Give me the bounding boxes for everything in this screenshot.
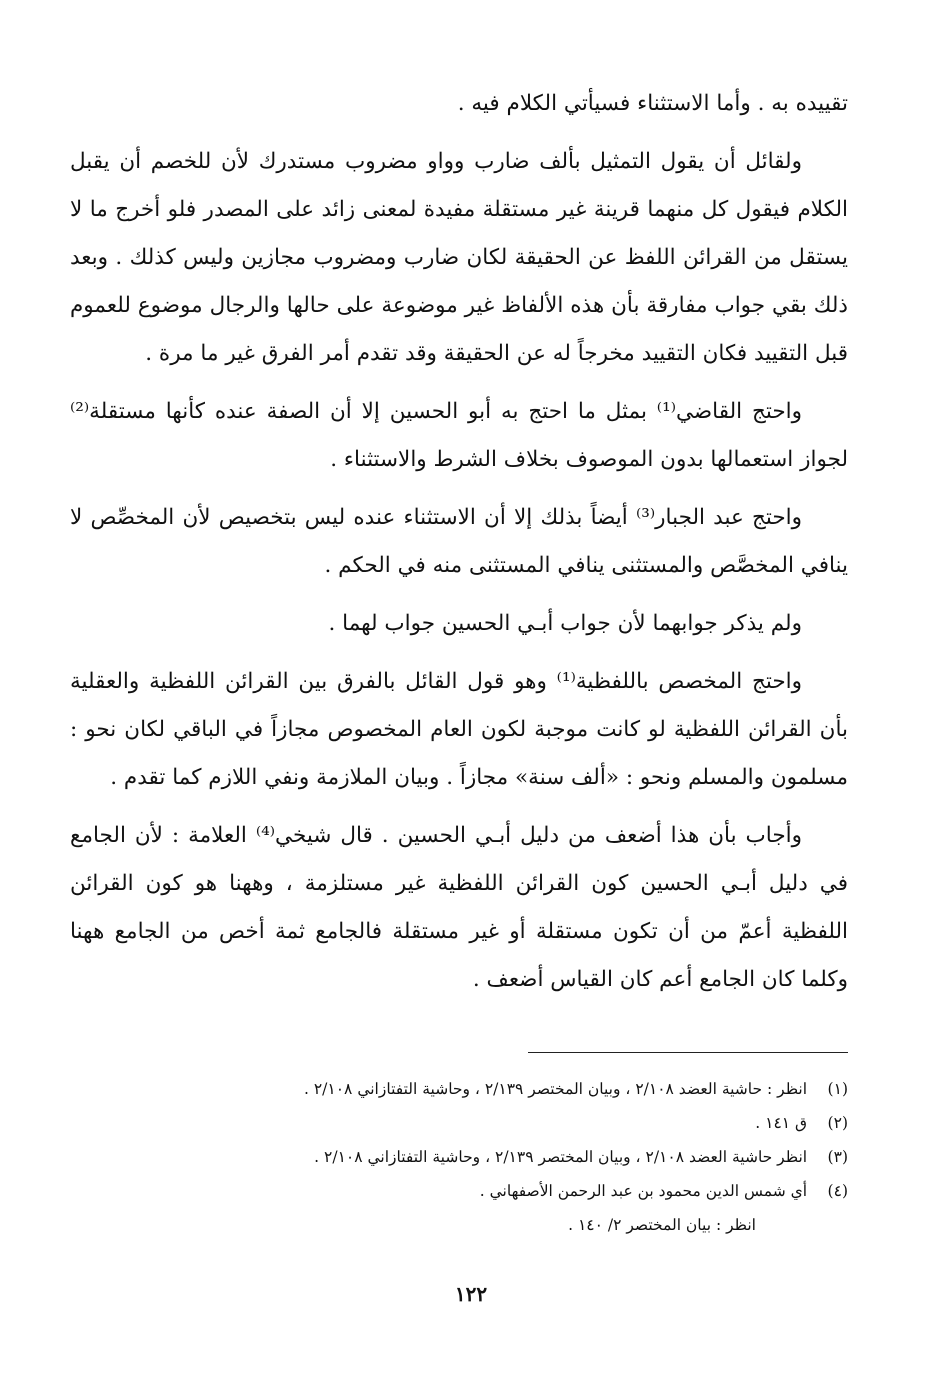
footnote-number: (٢)	[827, 1114, 848, 1132]
page-number: ١٢٢	[454, 1282, 488, 1306]
paragraph-7: وأجاب بأن هذا أضعف من دليل أبـي الحسين . قال شيخي⁽⁴⁾ العلامة : لأن الجامع في دليل أبـي الحسين كون القرائن اللفظية غير مستلزمة ، وههنا هو كون القرائن اللفظية أعمّ من أن تكون مستقلة أو غير مستقلة فالجامع ثمة أخص من الجامع ههنا وكلما كان الجامع أعم كان القياس أضعف .	[70, 823, 848, 992]
paragraph-1: تقييده به . وأما الاستثناء فسيأتي الكلام فيه .	[457, 91, 848, 116]
footnote-4-continuation: انظر : بيان المختصر ٢/ ١٤٠ .	[568, 1216, 756, 1234]
footnote-1	[70, 1072, 848, 1106]
paragraph-2: ولقائل أن يقول التمثيل بألف ضارب وواو مضروب مستدرك لأن للخصم أن يقبل الكلام فيقول كل منهما قرينة غير مستقلة مفيدة لمعنى زائد على المصدر فلو أخرج ما لا يستقل من القرائن اللفظ عن الحقيقة لكان ضارب ومضروب مجازين وليس كذلك . وبعد ذلك بقي جواب مفارقة بأن هذه الألفاظ غير موضوعة على حالها والرجال موضوع للعموم قبل التقييد فكان التقييد مخرجاً له عن الحقيقة وقد تقدم أمر الفرق غير ما مرة .	[70, 149, 848, 366]
paragraph-5: ولم يذكر جوابهما لأن جواب أبـي الحسين جواب لهما .	[328, 611, 802, 636]
footnote-4	[70, 1174, 848, 1208]
footnote-number: (٤)	[827, 1182, 848, 1200]
footnote-number: (١)	[827, 1080, 848, 1098]
footnote-text: ق ١٤١ .	[755, 1114, 808, 1132]
paragraph-3: واحتج القاضي⁽¹⁾ بمثل ما احتج به أبو الحسين إلا أن الصفة عنده كأنها مستقلة⁽²⁾ لجواز استعمالها بدون الموصوف بخلاف الشرط والاستثناء .	[70, 399, 848, 472]
footnote-text: انظر : حاشية العضد ٢/١٠٨ ، وبيان المختصر ٢/١٣٩ ، وحاشية التفتازاني ٢/١٠٨ .	[304, 1080, 808, 1098]
main-text	[70, 80, 848, 1014]
footnote-3	[70, 1140, 848, 1174]
paragraph-4: واحتج عبد الجبار⁽³⁾ أيضاً بذلك إلا أن الاستثناء عنده ليس بتخصيص لأن المخصِّص لا ينافي المخصَّص والمستثنى ينافي المستثنى منه في الحكم .	[70, 505, 848, 578]
paragraph-6: واحتج المخصص باللفظية⁽¹⁾ وهو قول القائل بالفرق بين القرائن اللفظية والعقلية بأن القرائن اللفظية لو كانت موجبة لكون العام المخصوص مجازاً في الباقي لكان نحو : مسلمون والمسلم ونحو : «ألف سنة» مجازاً . وبيان الملازمة ونفي اللازم كما تقدم .	[70, 669, 848, 790]
footnote-text: انظر حاشية العضد ٢/١٠٨ ، وبيان المختصر ٢/١٣٩ ، وحاشية التفتازاني ٢/١٠٨ .	[314, 1148, 808, 1166]
footnote-2	[70, 1106, 848, 1140]
footnote-number: (٣)	[827, 1148, 848, 1166]
footnote-text: أي شمس الدين محمود بن عبد الرحمن الأصفهاني .	[479, 1182, 808, 1200]
footnotes	[70, 1072, 848, 1242]
footnote-separator	[528, 1052, 848, 1053]
